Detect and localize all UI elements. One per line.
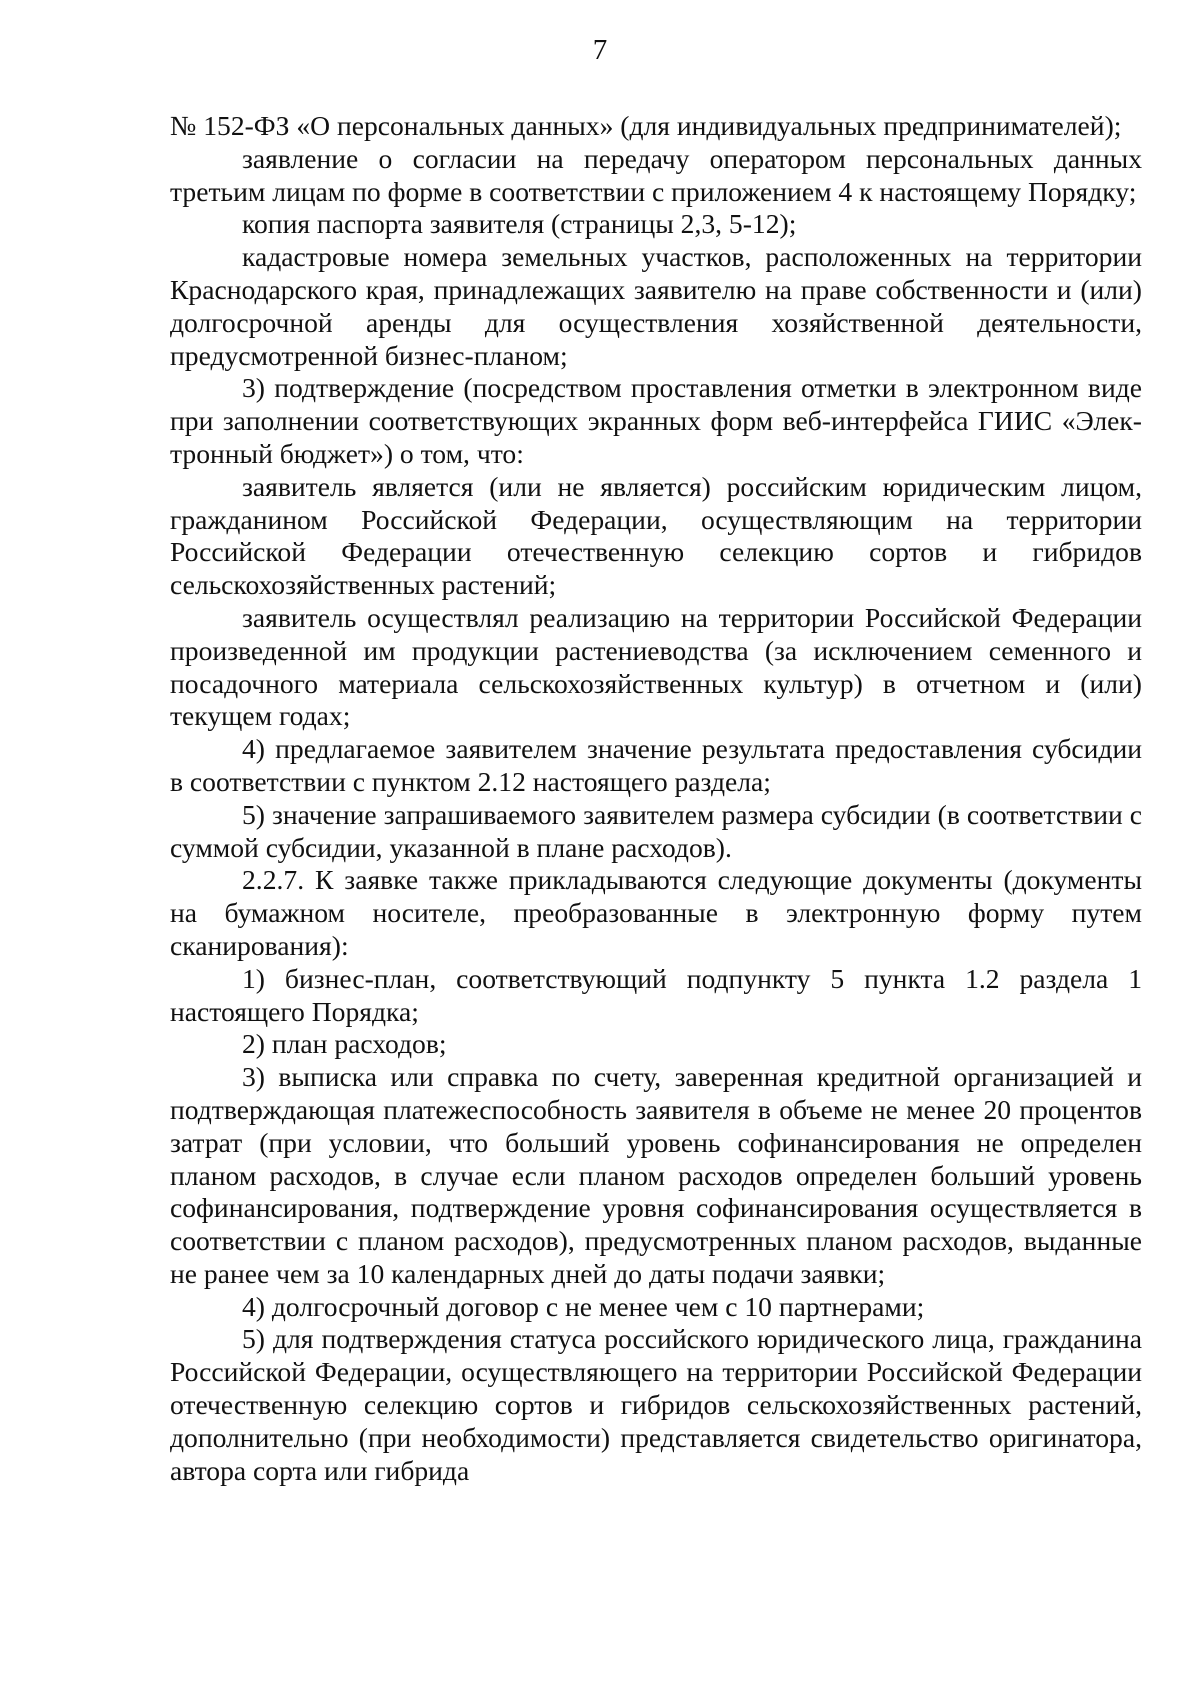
paragraph: 4) предлагаемое заявителем значение результата предоставления субсидии в соответствии с пунктом 2.12 настоящего раздела;: [170, 733, 1142, 797]
paragraph: 3) подтверждение (посредством проставления отметки в электронном виде при заполнении соответствующих экранных форм веб-интерфейса ГИИС «Элек-тронный бюджет») о том, что:: [170, 372, 1142, 469]
page-number: 7: [592, 34, 608, 66]
paragraph: заявитель осуществлял реализацию на территории Российской Федерации произведенной им продукции растениеводства (за исключением семенного и посадочного материала сельскохозяйственных культур) в отчетном и (или) текущем годах;: [170, 601, 1142, 732]
paragraph: заявление о согласии на передачу оператором персональных данных третьим лицам по форме в соответствии с приложением 4 к настоящему Порядку;: [170, 142, 1142, 207]
paragraph: № 152-ФЗ «О персональных данных» (для индивидуальных предпринимателей);: [170, 110, 1122, 141]
paragraph: заявитель является (или не является) российским юридическим лицом, гражданином Российской Федерации, осуществляющим на территории Российской Федерации отечественную селекцию сортов и гибридов сельскохозяйственных растений;: [170, 470, 1142, 601]
paragraph: копия паспорта заявителя (страницы 2,3, 5-12);: [242, 208, 797, 240]
paragraph: 5) значение запрашиваемого заявителем размера субсидии (в соответствии с суммой субсидии, указанной в плане расходов).: [170, 798, 1142, 863]
paragraph: 2) план расходов;: [242, 1028, 447, 1060]
paragraph: 5) для подтверждения статуса российского юридического лица, гражданина Российской Федерации, осуществляющего на территории Российской Федерации отечественную селекцию сортов и гибридов сельскохозяйственных растений, дополнительно (при необходимости) представляется свидетельство оригинатора, автора сорта или гибрида: [170, 1323, 1142, 1486]
paragraph: 4) долгосрочный договор с не менее чем с 10 партнерами;: [242, 1290, 925, 1322]
document-body: [170, 110, 1142, 1487]
paragraph: 2.2.7. К заявке также прикладываются следующие документы (документы на бумажном носителе, преобразованные в электронную форму путем сканирования):: [170, 864, 1142, 961]
paragraph: кадастровые номера земельных участков, расположенных на территории Краснодарского края, принадлежащих заявителю на праве собственности и (или) долгосрочной аренды для осуществления хозяйственной деятельности, предусмотренной бизнес-планом;: [170, 241, 1142, 371]
paragraph: 3) выписка или справка по счету, заверенная кредитной организацией и подтверждающая платежеспособность заявителя в объеме не менее 20 процентов затрат (при условии, что больший уровень софинансирования не определен планом расходов, в случае если планом расходов определен больший уровень софинансирования, подтверждение уровня софинансирования осуществляется в соответствии с планом расходов), предусмотренных планом расходов, выданные не ранее чем за 10 календарных дней до даты подачи заявки;: [170, 1061, 1142, 1289]
paragraph: 1) бизнес-план, соответствующий подпункту 5 пункта 1.2 раздела 1 настоящего Порядка;: [170, 962, 1142, 1027]
